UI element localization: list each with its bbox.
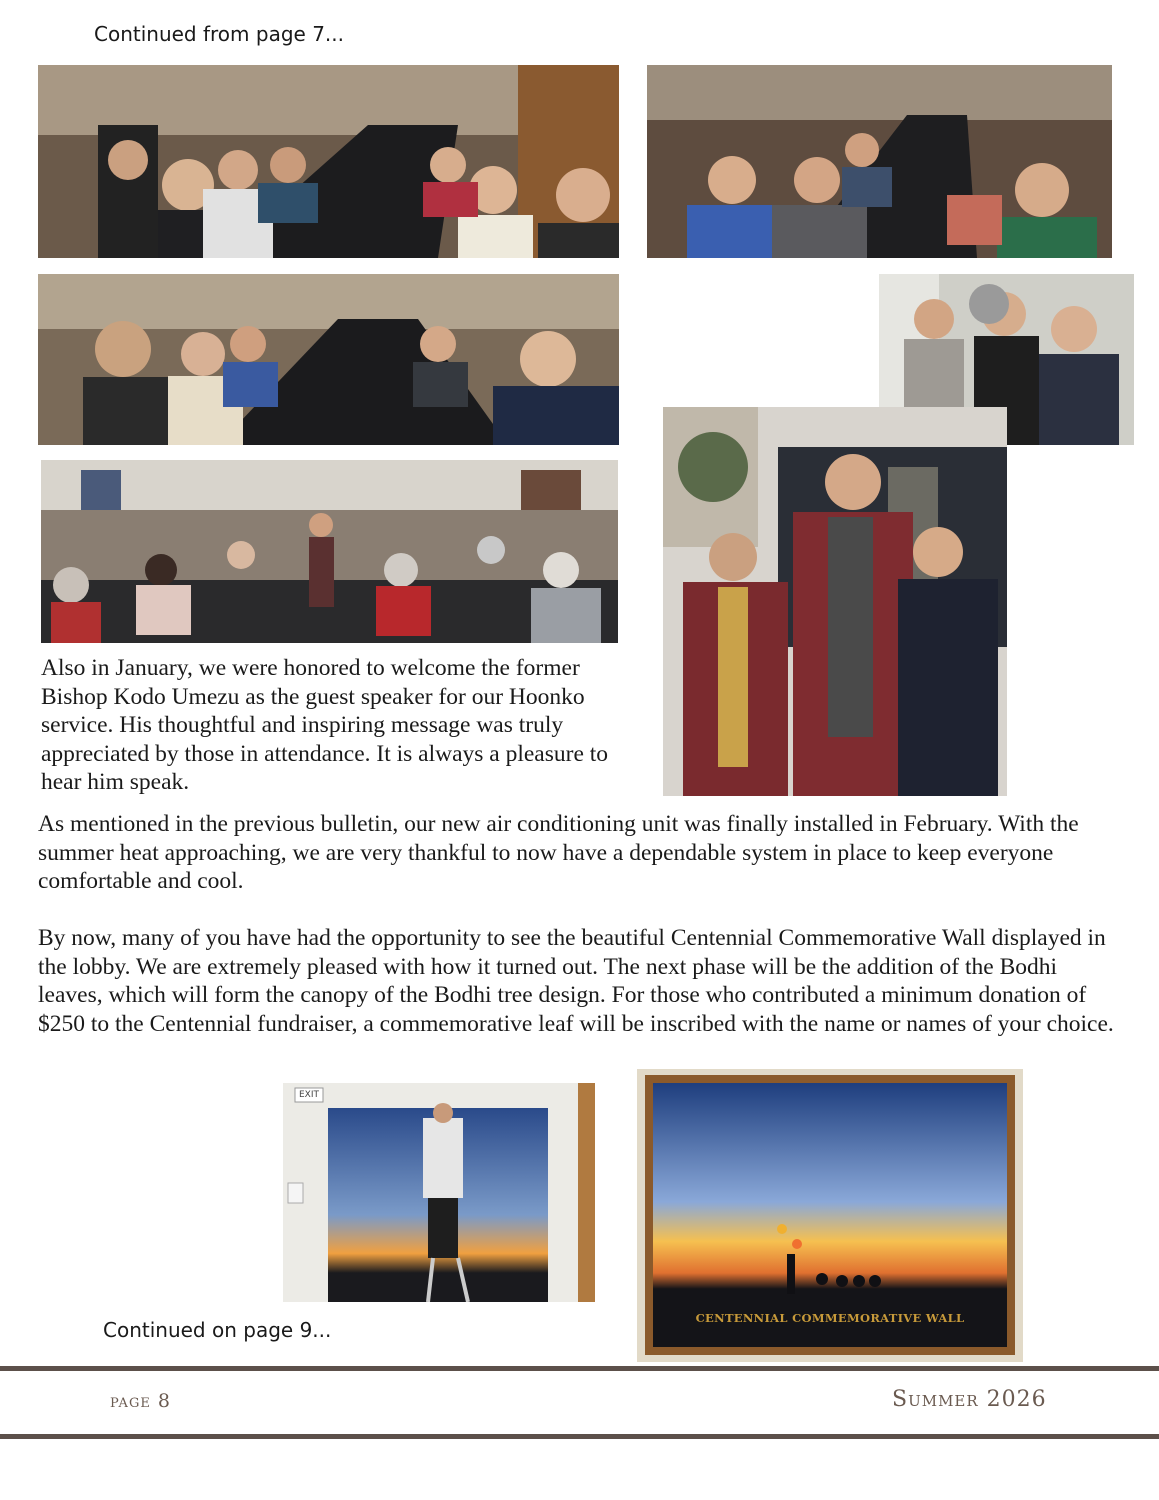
- photo-banquet-table-2: [647, 65, 1112, 258]
- article-paragraph-2: As mentioned in the previous bulletin, our new air conditioning unit was finally installed in February. With the summer heat approaching, we are very thankful to now have a dependable system in place to keep everyone comfortable and cool.: [38, 811, 1079, 894]
- page-number: page 8: [110, 1390, 171, 1412]
- footer-rule-top: [0, 1366, 1159, 1371]
- photo-wall-installation: [283, 1083, 595, 1302]
- photo-banquet-table-1: [38, 65, 619, 258]
- wall-caption: CENTENNIAL COMMEMORATIVE WALL: [695, 1311, 965, 1325]
- continued-from-label: Continued from page 7...: [94, 22, 344, 46]
- photo-banquet-table-3: [38, 274, 619, 445]
- article-paragraph-3: By now, many of you have had the opportunity to see the beautiful Centennial Commemorative Wall displayed in the lobby. We are extremely pleased with how it turned out. The next phase will be the addition of the Bodhi leaves, which will form the canopy of the Bodhi tree design. For those who contributed a minimum donation of $250 to the Centennial fundraiser, a commemorative leaf will be inscribed with the name or names of your choice.: [38, 925, 1114, 1037]
- photo-centennial-wall: [637, 1069, 1023, 1362]
- footer-rule-bottom: [0, 1434, 1159, 1439]
- issue-label: Summer 2026: [892, 1387, 1047, 1412]
- continued-on-label: Continued on page 9...: [103, 1318, 332, 1342]
- photo-bishop-and-guests: [663, 407, 1007, 796]
- exit-sign: EXIT: [298, 1090, 319, 1100]
- article-paragraph-1: Also in January, we were honored to welcome the former Bishop Kodo Umezu as the guest speaker for our Hoonko service. His thoughtful and inspiring message was truly appreciated by those in attendance. It is always a pleasure to hear him speak.: [41, 655, 609, 795]
- photo-dining-hall: [41, 460, 618, 643]
